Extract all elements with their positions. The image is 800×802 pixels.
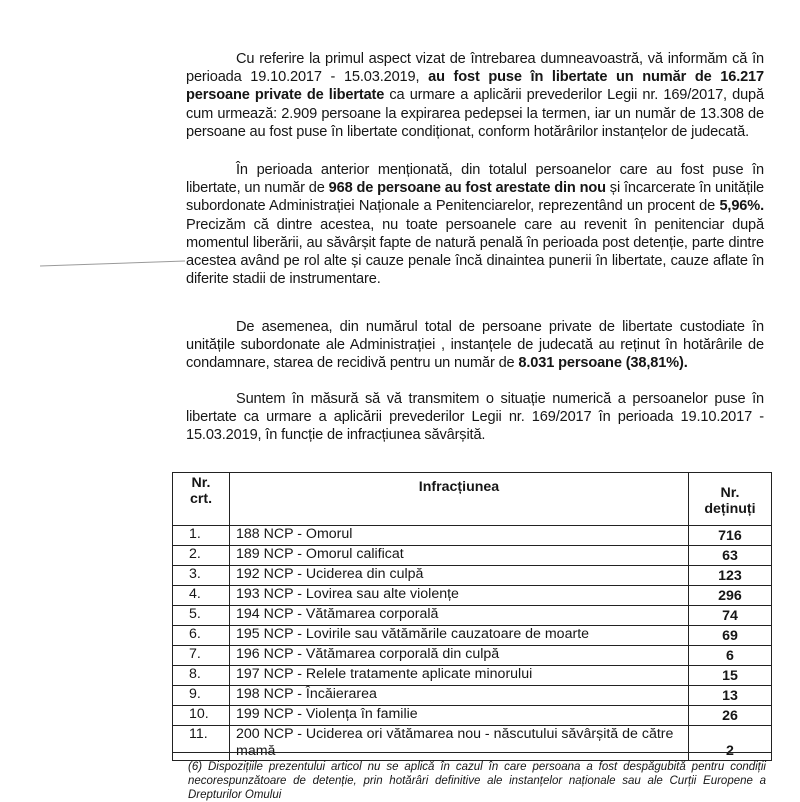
row-detinuti: 74 <box>689 606 772 626</box>
row-detinuti: 6 <box>689 646 772 666</box>
row-detinuti: 63 <box>689 546 772 566</box>
row-nr: 9. <box>173 686 230 706</box>
row-nr: 8. <box>173 666 230 686</box>
row-nr: 1. <box>173 526 230 546</box>
table-row <box>173 626 772 646</box>
table-row <box>173 646 772 666</box>
row-detinuti: 2 <box>689 726 772 761</box>
row-infractiune: 196 NCP - Vătămarea corporală din culpă <box>230 646 689 666</box>
stray-pen-line <box>40 260 185 266</box>
row-infractiune: 194 NCP - Vătămarea corporală <box>230 606 689 626</box>
p3-bold-1: 8.031 persoane (38,81%). <box>518 355 688 372</box>
header-infractiunea: Infracțiunea <box>230 473 689 526</box>
table-row <box>173 526 772 546</box>
table-row <box>173 566 772 586</box>
row-infractiune: 197 NCP - Relele tratamente aplicate minorului <box>230 666 689 686</box>
offenses-table <box>172 472 772 761</box>
table-row <box>173 586 772 606</box>
p4-text-1: Suntem în măsură să vă transmitem o situație numerică a persoanelor puse în libertate ca urmare a aplicării prevederilor Legii nr. 169/2017 în perioada 19.10.2017 - 15.03.2019, în funcție de infracțiunea săvârșită. <box>186 391 764 444</box>
table-row <box>173 686 772 706</box>
paragraph-recidivism <box>186 318 764 373</box>
row-detinuti: 13 <box>689 686 772 706</box>
table-row <box>173 726 772 761</box>
row-infractiune: 195 NCP - Lovirile sau vătămările cauzatoare de moarte <box>230 626 689 646</box>
footnote-separator <box>172 752 772 753</box>
row-detinuti: 123 <box>689 566 772 586</box>
table-row <box>173 706 772 726</box>
row-infractiune: 189 NCP - Omorul calificat <box>230 546 689 566</box>
row-infractiune: 192 NCP - Uciderea din culpă <box>230 566 689 586</box>
table-row <box>173 546 772 566</box>
row-infractiune: 199 NCP - Violența în familie <box>230 706 689 726</box>
p2-text-3: Precizăm că dintre acestea, nu toate persoanele care au revenit în penitenciar după momentul liberării, au săvârșit fapte de natură penală în perioada post detenție, parte dintre acestea având pe rol alte și cauze penale încă dinaintea punerii în libertate, cauze aflate în diferite stadii de instrumentare. <box>186 216 764 288</box>
row-nr: 6. <box>173 626 230 646</box>
paragraph-table-intro <box>186 390 764 445</box>
p1-text-1: Cu referire la primul aspect vizat de întrebarea dumneavoastră, vă informăm că în perioada 19.10.2017 - 15.03.2019, <box>186 51 764 86</box>
p1-text-2: ca urmare a aplicării prevederilor Legii nr. 169/2017, după cum urmează: 2.909 persoane la expirarea pedepsei la termen, iar un număr de 13.308 de persoane au fost puse în libertate condiționat, conform hotărârilor instanțelor de judecată. <box>186 87 764 140</box>
row-nr: 10. <box>173 706 230 726</box>
p2-bold-1: 968 de persoane au fost arestate din nou <box>328 180 606 197</box>
row-infractiune: 198 NCP - Încăierarea <box>230 686 689 706</box>
p2-text-1: În perioada anterior menționată, din totalul persoanelor care au fost puse în libertate, un număr de <box>186 162 764 197</box>
row-nr: 7. <box>173 646 230 666</box>
header-nr-crt: Nr. crt. <box>173 473 230 526</box>
row-detinuti: 26 <box>689 706 772 726</box>
footnote: (6) Dispozițiile prezentului articol nu se aplică în cazul în care persoana a fost despăgubită pentru condiții necorespunzătoare de detenție, prin hotărâri definitive ale instanțelor naționale sau ale Curții Europene a Drepturilor Omului <box>188 761 766 801</box>
row-detinuti: 69 <box>689 626 772 646</box>
table-body <box>173 526 772 761</box>
row-nr: 5. <box>173 606 230 626</box>
paragraph-rearrested <box>186 161 764 288</box>
p1-bold-1: au fost puse în libertate un număr de 16.217 persoane private de libertate <box>186 69 764 104</box>
row-nr: 3. <box>173 566 230 586</box>
row-nr: 4. <box>173 586 230 606</box>
p2-bold-2: 5,96%. <box>719 198 764 215</box>
p3-text-1: De asemenea, din numărul total de persoane private de libertate custodiate în unitățile subordonate ale Administrației , instanțele de judecată au reținut în hotărârile de condamnare, starea de recidivă pentru un număr de <box>186 319 764 372</box>
row-nr: 11. <box>173 726 230 761</box>
row-infractiune: 193 NCP - Lovirea sau alte violențe <box>230 586 689 606</box>
table-row <box>173 606 772 626</box>
row-detinuti: 15 <box>689 666 772 686</box>
table-header-row <box>173 473 772 526</box>
row-detinuti: 296 <box>689 586 772 606</box>
header-nr-detinuti: Nr. deținuți <box>689 473 772 526</box>
row-nr: 2. <box>173 546 230 566</box>
paragraph-released-persons <box>186 50 764 141</box>
row-infractiune: 188 NCP - Omorul <box>230 526 689 546</box>
row-detinuti: 716 <box>689 526 772 546</box>
row-infractiune: 200 NCP - Uciderea ori vătămarea nou - născutului săvârșită de către mamă <box>230 726 689 761</box>
table-row <box>173 666 772 686</box>
p2-text-2: și încarcerate în unitățile subordonate Administrației Naționale a Penitenciarelor, reprezentând un procent de <box>186 180 764 215</box>
